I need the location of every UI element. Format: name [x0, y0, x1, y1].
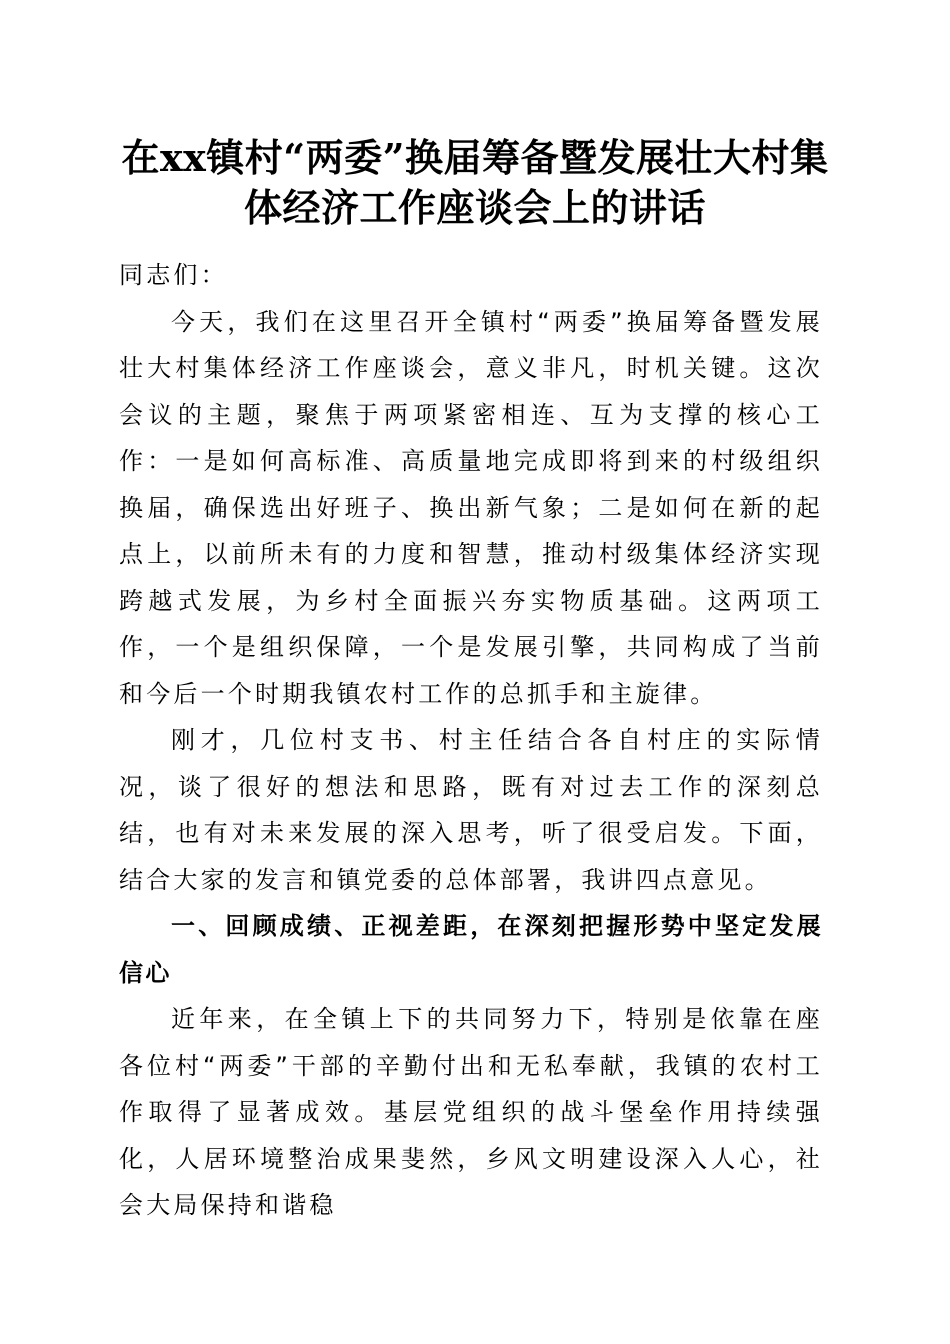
- paragraph-opening: 今天，我们在这里召开全镇村“两委”换届筹备暨发展壮大村集体经济工作座谈会，意义非凡，时机关键。这次会议的主题，聚焦于两项紧密相连、互为支撑的核心工作：一是如何高标准、高质量地完成即将到来的村级组织换届，确保选出好班子、换出新气象；二是如何在新的起点上，以前所未有的力度和智慧，推动村级集体经济实现跨越式发展，为乡村全面振兴夯实物质基础。这两项工作，一个是组织保障，一个是发展引擎，共同构成了当前和今后一个时期我镇农村工作的总抓手和主旋律。: [119, 307, 823, 708]
- salutation: 同志们：: [119, 261, 228, 289]
- document-body: [119, 252, 823, 1229]
- section-paragraph: 近年来，在全镇上下的共同努力下，特别是依靠在座各位村“两委”干部的辛勤付出和无私奉献，我镇的农村工作取得了显著成效。基层党组织的战斗堡垒作用持续强化，人居环境整治成果斐然，乡风文明建设深入人心，社会大局保持和谐稳: [119, 1005, 823, 1219]
- title-line-1: 在xx镇村“两委”换届筹备暨发展壮大村集: [121, 135, 829, 180]
- section-heading: 一、回顾成绩、正视差距，在深刻把握形势中坚定发展信心: [119, 912, 823, 987]
- document-title: [100, 133, 850, 233]
- title-line-2: 体经济工作座谈会上的讲话: [243, 185, 706, 230]
- paragraph-outline: 刚才，几位村支书、村主任结合各自村庄的实际情况，谈了很好的想法和思路，既有对过去工作的深刻总结，也有对未来发展的深入思考，听了很受启发。下面，结合大家的发言和镇党委的总体部署，我讲四点意见。: [119, 726, 823, 894]
